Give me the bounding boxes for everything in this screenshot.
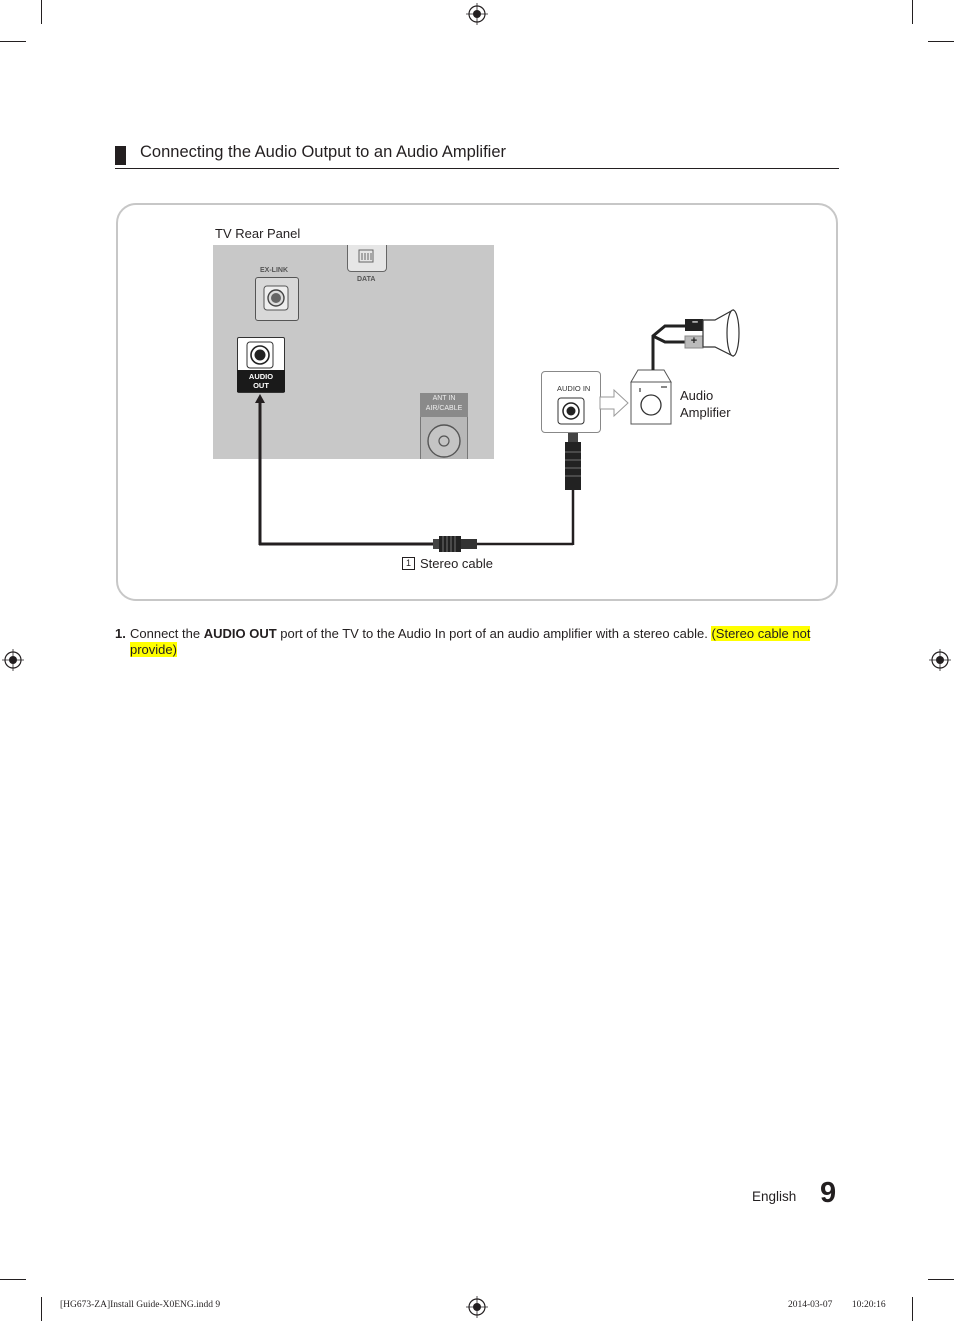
exlink-jack-icon — [262, 284, 290, 312]
audio-out-label-line1: AUDIO — [248, 372, 274, 381]
speaker-minus-label: – — [691, 316, 699, 328]
crop-mark — [0, 41, 26, 42]
audio-out-jack-icon — [245, 340, 275, 370]
crop-mark — [928, 41, 954, 42]
step-text-bold: AUDIO OUT — [203, 626, 277, 641]
crop-mark — [928, 1279, 954, 1280]
print-slug-timestamp: 2014-03-07 ￿￿ 10:20:16 — [788, 1300, 886, 1310]
exlink-port-label: EX-LINK — [260, 267, 288, 274]
cable-number-badge: 1 — [402, 557, 415, 570]
audio-out-label — [237, 370, 285, 392]
footer-language: English — [752, 1189, 797, 1204]
print-slug-file: [HG673-ZA]Install Guide-X0ENG.indd 9 — [60, 1300, 221, 1310]
step-1 — [115, 626, 815, 658]
ant-in-label-line1: ANT IN — [432, 395, 456, 402]
amplifier-label-line1: Audio — [680, 388, 714, 403]
data-port-label: DATA — [357, 276, 376, 283]
section-title: Connecting the Audio Output to an Audio Amplifier — [140, 143, 506, 161]
speaker-plus-label: + — [690, 335, 698, 347]
step-text — [130, 626, 815, 658]
stereo-cable — [250, 390, 590, 560]
crop-mark — [0, 1279, 26, 1280]
registration-mark-icon — [466, 3, 488, 25]
step-text-after: port of the TV to the Audio In port of an audio amplifier with a stereo cable. — [276, 626, 712, 641]
section-rule — [115, 168, 839, 169]
audio-out-label-line2: OUT — [253, 381, 269, 390]
step-text-highlight: (Stereo cable not provide) — [130, 626, 811, 657]
crop-mark — [41, 1297, 42, 1321]
crop-mark — [912, 0, 913, 24]
amplifier-label-line2: Amplifier — [680, 405, 731, 420]
audio-in-label: AUDIO IN — [557, 384, 591, 393]
page-number: 9 — [820, 1177, 837, 1209]
tv-rear-panel-label: TV Rear Panel — [215, 226, 301, 241]
audio-in-jack-icon — [556, 396, 586, 426]
step-number: 1. — [115, 626, 126, 641]
crop-mark — [912, 1297, 913, 1321]
audio-amplifier-label — [680, 387, 760, 421]
crop-mark — [41, 0, 42, 24]
registration-mark-icon — [466, 1296, 488, 1318]
arrow-right-icon — [598, 388, 630, 418]
stereo-cable-label: Stereo cable — [420, 556, 493, 571]
registration-mark-icon — [2, 649, 24, 671]
ant-in-label-line2: AIR/CABLE — [425, 405, 463, 412]
registration-mark-icon — [929, 649, 951, 671]
section-marker — [115, 146, 126, 165]
step-text-before: Connect the — [130, 626, 204, 641]
data-port-icon — [357, 247, 375, 265]
